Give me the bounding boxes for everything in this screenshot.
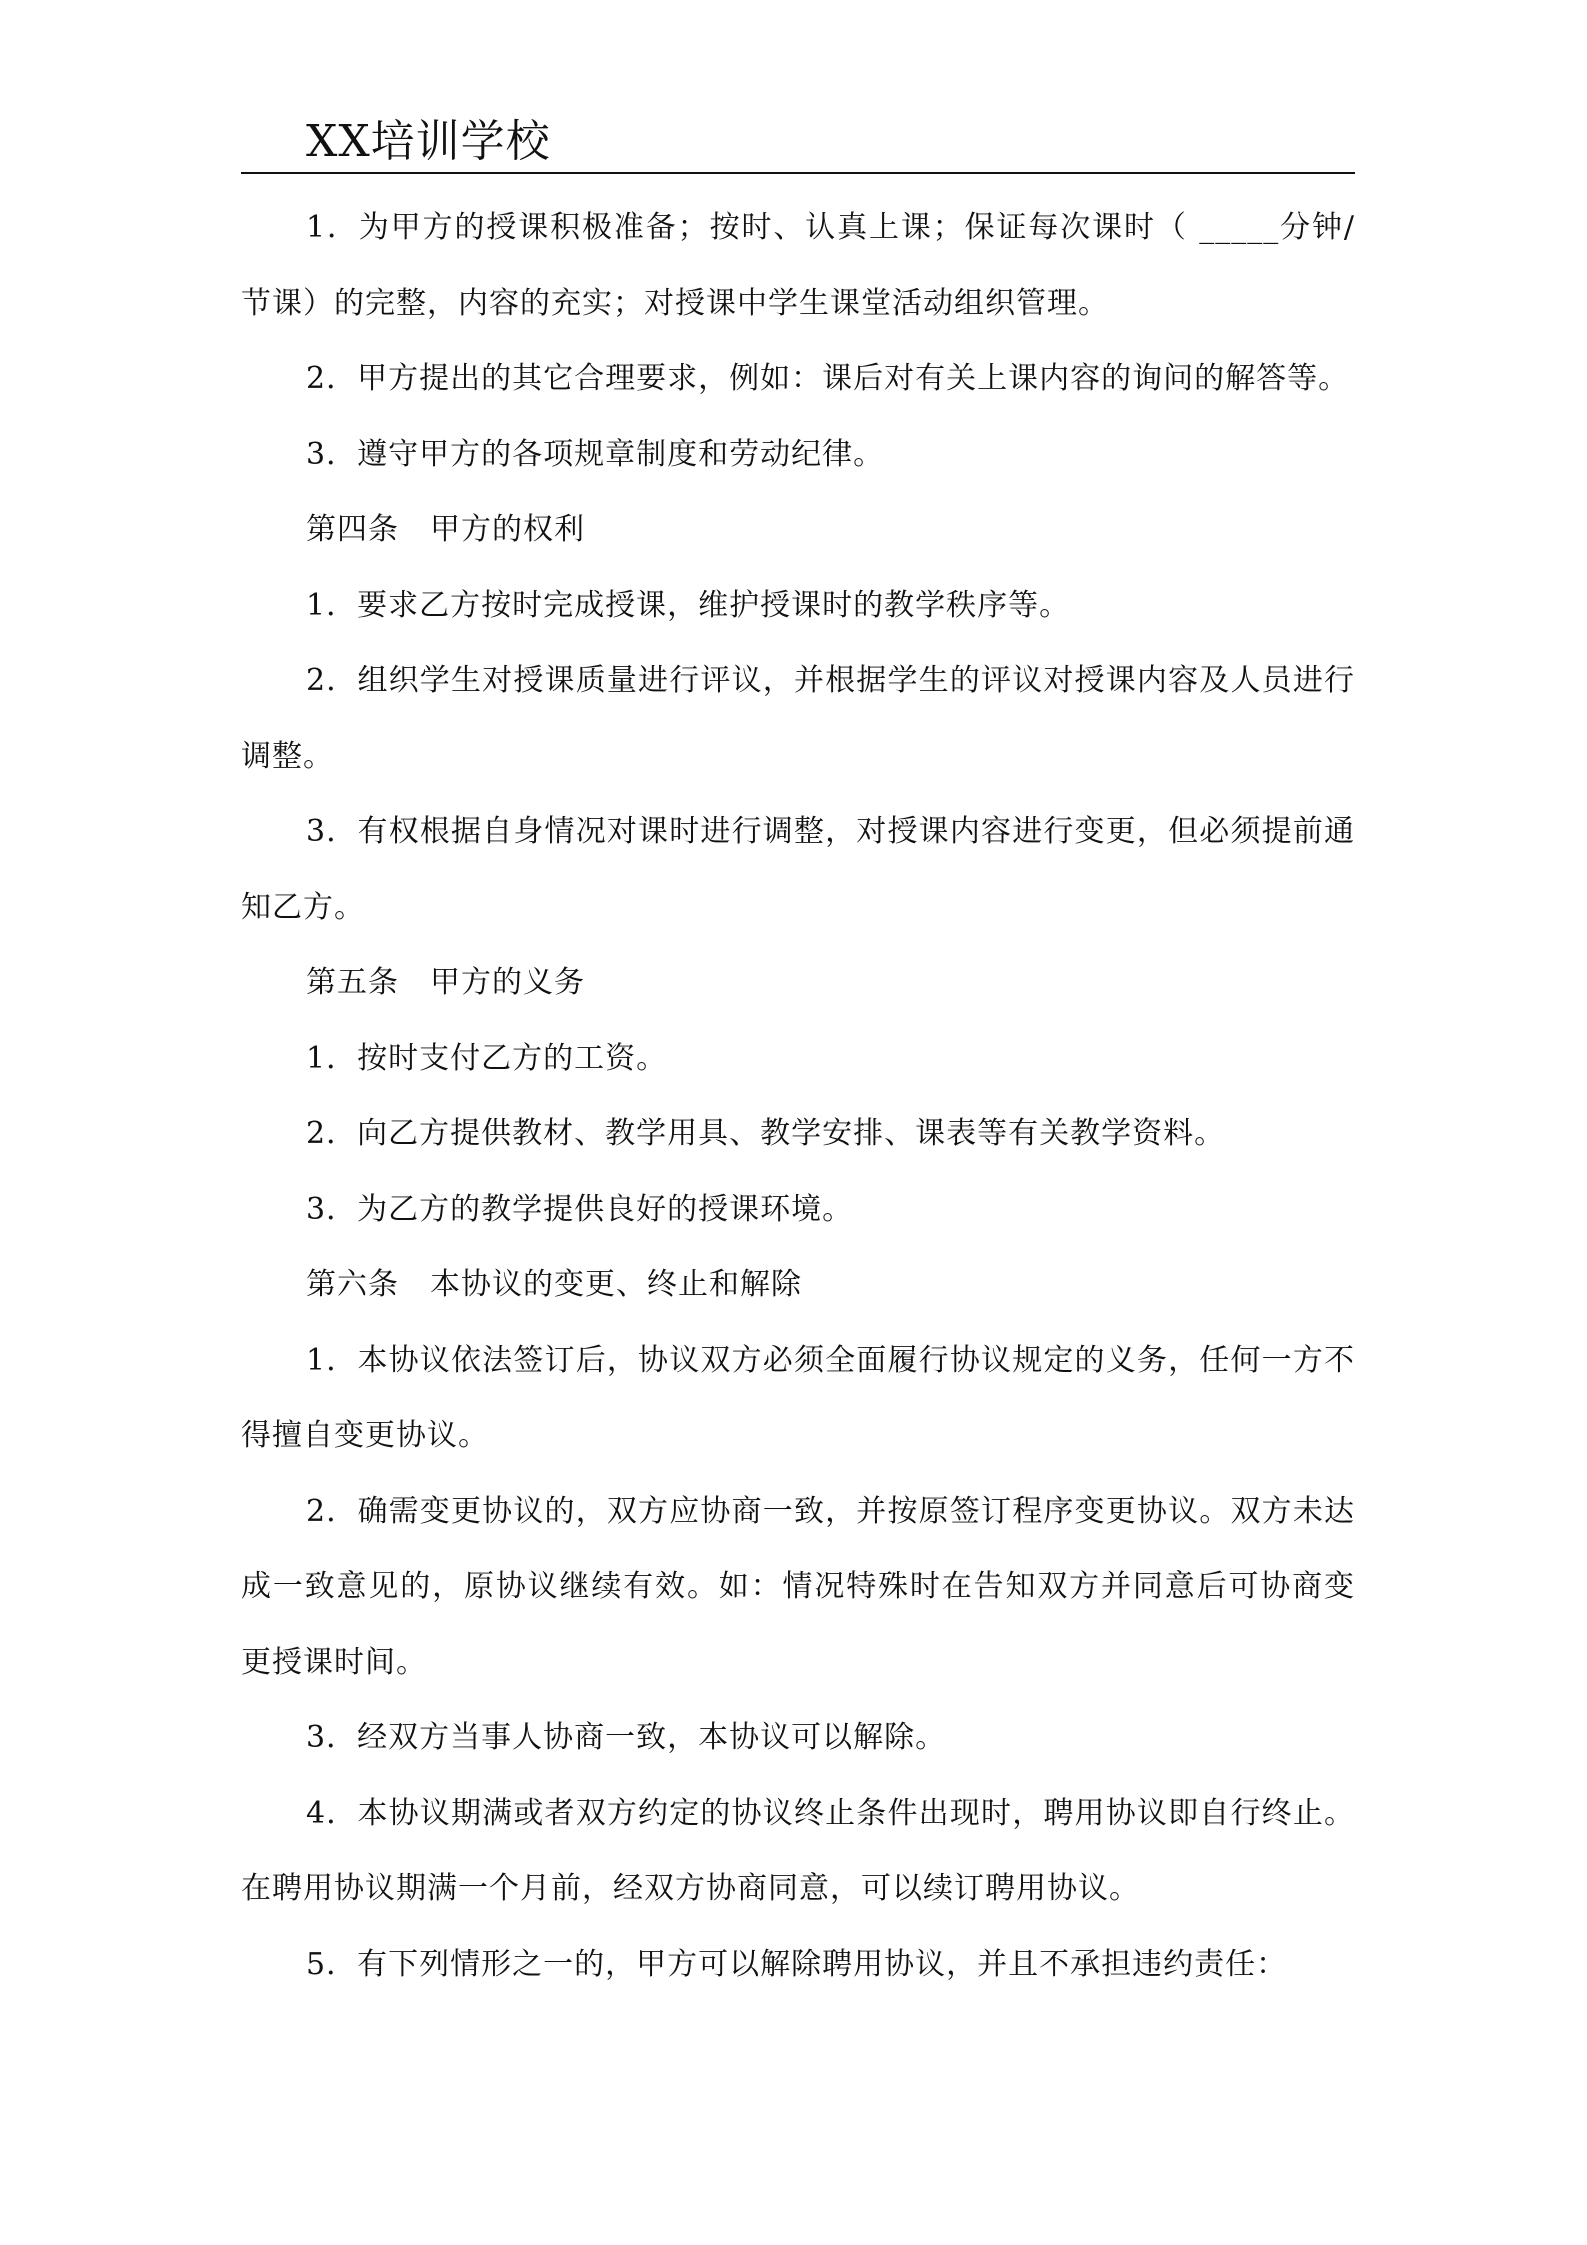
document-body	[241, 190, 1355, 2002]
paragraph: 3．有权根据自身情况对课时进行调整，对授课内容进行变更，但必须提前通知乙方。	[241, 814, 1355, 925]
paragraph: 3．经双方当事人协商一致，本协议可以解除。	[306, 1720, 947, 1755]
paragraph: 3．遵守甲方的各项规章制度和劳动纪律。	[306, 436, 885, 472]
paragraph: 1．按时支付乙方的工资。	[306, 1040, 668, 1076]
paragraph: 2．甲方提出的其它合理要求，例如：课后对有关上课内容的询问的解答等。	[306, 361, 1350, 396]
paragraph: 2．确需变更协议的，双方应协商一致，并按原签订程序变更协议。双方未达成一致意见的，原协议继续有效。如：情况特殊时在告知双方并同意后可协商变更授课时间。	[241, 1493, 1355, 1680]
paragraph: 1．要求乙方按时完成授课，维护授课时的教学秩序等。	[306, 587, 1071, 623]
section-heading-article-4: 第四条 甲方的权利	[306, 512, 585, 547]
paragraph: 3．为乙方的教学提供良好的授课环境。	[306, 1191, 854, 1227]
paragraph: 1．本协议依法签订后，协议双方必须全面履行协议规定的义务，任何一方不得擅自变更协议。	[241, 1342, 1355, 1453]
paragraph: 1．为甲方的授课积极准备；按时、认真上课；保证每次课时（ _____分钟/节课）的完整，内容的充实；对授课中学生课堂活动组织管理。	[241, 210, 1355, 321]
section-heading-article-6: 第六条 本协议的变更、终止和解除	[306, 1267, 802, 1302]
header-rule	[241, 172, 1355, 174]
page-header-title: XX培训学校	[306, 116, 551, 167]
section-heading-article-5: 第五条 甲方的义务	[306, 965, 585, 1000]
paragraph: 2．向乙方提供教材、教学用具、教学安排、课表等有关教学资料。	[306, 1116, 1226, 1151]
paragraph: 4．本协议期满或者双方约定的协议终止条件出现时，聘用协议即自行终止。在聘用协议期满一个月前，经双方协商同意，可以续订聘用协议。	[241, 1795, 1355, 1906]
paragraph: 5．有下列情形之一的，甲方可以解除聘用协议，并且不承担违约责任：	[306, 1946, 1288, 1982]
paragraph: 2．组织学生对授课质量进行评议，并根据学生的评议对授课内容及人员进行调整。	[241, 663, 1355, 774]
